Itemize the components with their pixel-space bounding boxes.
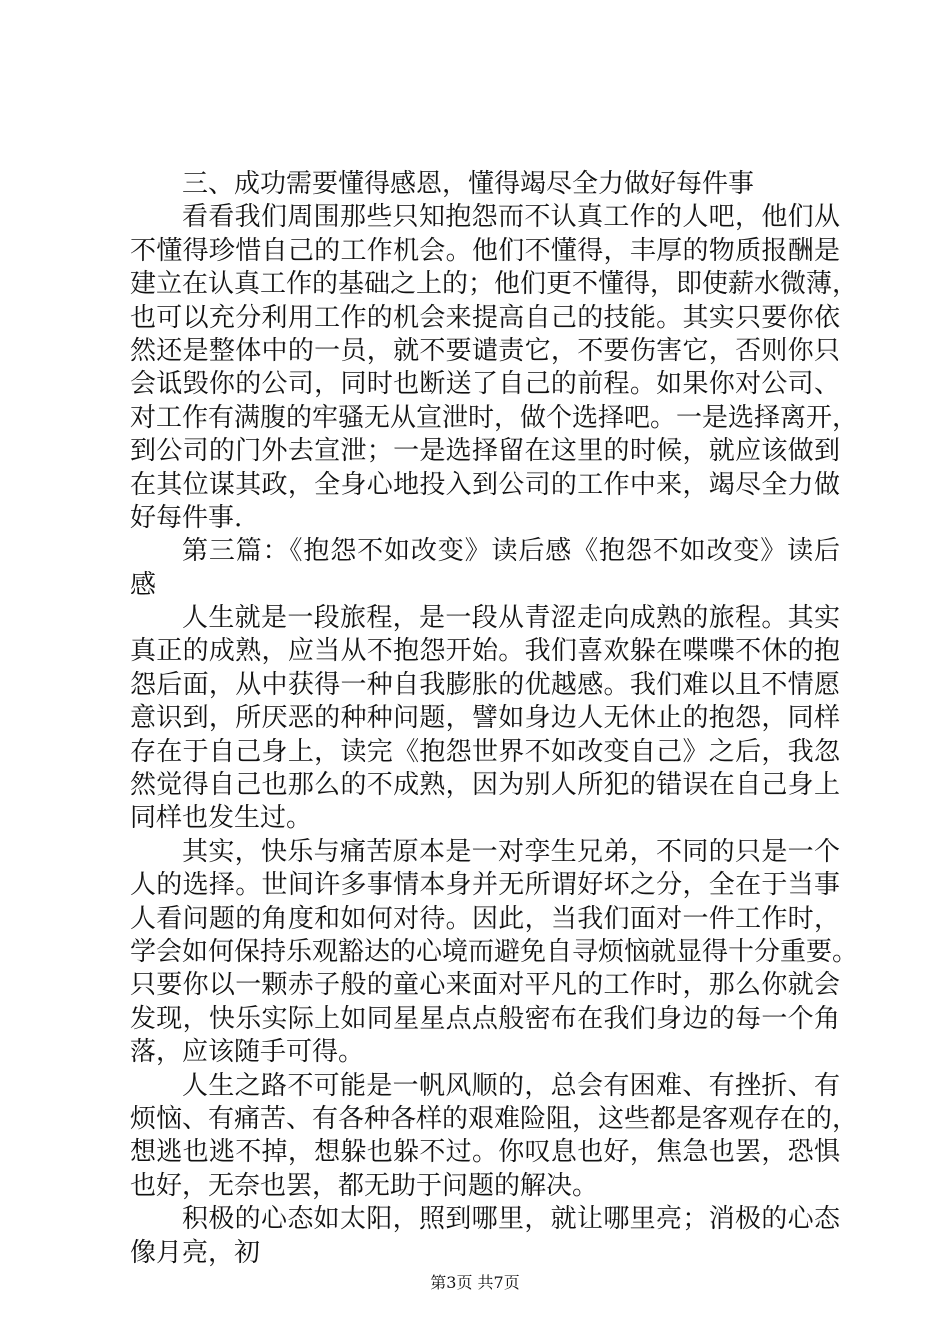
paragraph-line: 也可以充分利用工作的机会来提高自己的技能。其实只要你依 [130, 302, 840, 333]
section-heading: 三、成功需要懂得感恩，懂得竭尽全力做好每件事 [182, 169, 755, 199]
paragraph-line: 然还是整体中的一员，就不要谴责它，不要伤害它，否则你只 [130, 335, 840, 366]
paragraph-line: 像月亮，初 [130, 1237, 261, 1268]
paragraph-line: 发现，快乐实际上如同星星点点般密布在我们身边的每一个角 [130, 1003, 840, 1034]
paragraph-line: 建立在认真工作的基础之上的；他们更不懂得，即使薪水微薄， [130, 269, 859, 300]
paragraph-line: 到公司的门外去宣泄；一是选择留在这里的时候，就应该做到 [130, 436, 840, 467]
paragraph-line: 烦恼、有痛苦、有各种各样的艰难险阻，这些都是客观存在的， [130, 1103, 859, 1134]
chapter-title-continued: 感 [130, 569, 157, 600]
paragraph-line: 真正的成熟，应当从不抱怨开始。我们喜欢躲在喋喋不休的抱 [130, 636, 840, 667]
paragraph-line: 想逃也逃不掉，想躲也躲不过。你叹息也好，焦急也罢，恐惧 [130, 1137, 840, 1168]
paragraph-line: 人的选择。世间许多事情本身并无所谓好坏之分，全在于当事 [130, 870, 840, 901]
paragraph-line: 人生之路不可能是一帆风顺的，总会有困难、有挫折、有 [182, 1070, 840, 1101]
chapter-title: 第三篇：《抱怨不如改变》读后感《抱怨不如改变》读后 [182, 536, 840, 567]
paragraph-line: 然觉得自己也那么的不成熟，因为别人所犯的错误在自己身上 [130, 770, 840, 801]
paragraph-line: 会诋毁你的公司，同时也断送了自己的前程。如果你对公司、 [130, 369, 840, 400]
paragraph-line: 人生就是一段旅程，是一段从青涩走向成熟的旅程。其实 [182, 603, 840, 634]
paragraph-line: 积极的心态如太阳，照到哪里，就让哪里亮；消极的心态 [182, 1204, 840, 1235]
paragraph-line: 只要你以一颗赤子般的童心来面对平凡的工作时，那么你就会 [130, 970, 840, 1001]
paragraph-line: 对工作有满腹的牢骚无从宣泄时，做个选择吧。一是选择离开， [130, 402, 859, 433]
paragraph-line: 也好，无奈也罢，都无助于问题的解决。 [130, 1170, 599, 1201]
paragraph-line: 好每件事. [130, 502, 243, 533]
paragraph-line: 意识到，所厌恶的种种问题，譬如身边人无休止的抱怨，同样 [130, 703, 840, 734]
paragraph-line: 学会如何保持乐观豁达的心境而避免自寻烦恼就显得十分重要。 [130, 936, 859, 967]
paragraph-line: 存在于自己身上，读完《抱怨世界不如改变自己》之后，我忽 [130, 736, 840, 767]
paragraph-line: 怨后面，从中获得一种自我膨胀的优越感。我们难以且不情愿 [130, 669, 840, 700]
body-text [130, 168, 859, 1270]
paragraph-line: 落，应该随手可得。 [130, 1037, 365, 1068]
page-number-footer: 第3页 共7页 [430, 1273, 520, 1292]
paragraph-line: 同样也发生过。 [130, 803, 313, 834]
paragraph-line: 人看问题的角度和如何对待。因此，当我们面对一件工作时， [130, 903, 840, 934]
paragraph-line: 看看我们周围那些只知抱怨而不认真工作的人吧，他们从 [182, 202, 840, 233]
paragraph-line: 在其位谋其政，全身心地投入到公司的工作中来，竭尽全力做 [130, 469, 840, 500]
paragraph-line: 其实，快乐与痛苦原本是一对孪生兄弟，不同的只是一个 [182, 836, 840, 867]
paragraph-line: 不懂得珍惜自己的工作机会。他们不懂得，丰厚的物质报酬是 [130, 235, 840, 266]
